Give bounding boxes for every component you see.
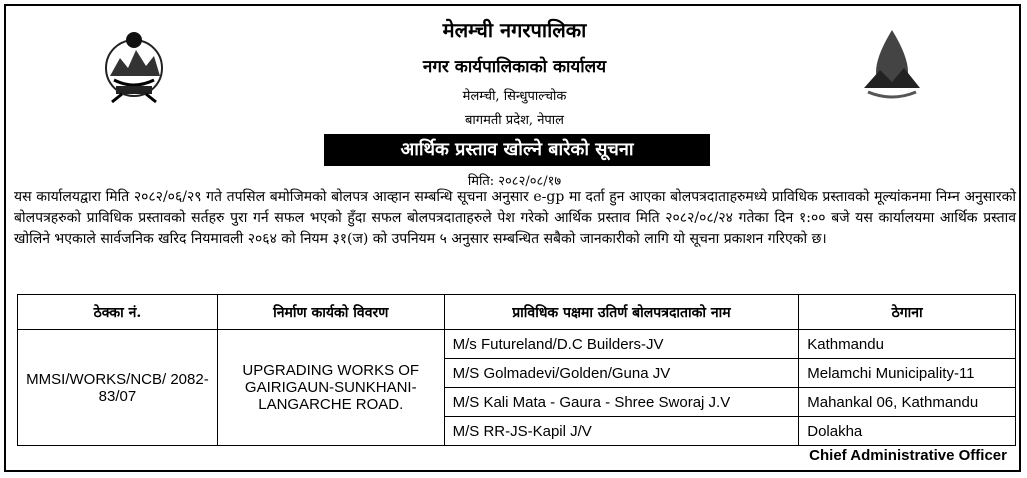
bidder-name: M/S Kali Mata - Gaura - Shree Sworaj J.V [444,388,799,417]
office-name: नगर कार्यपालिकाको कार्यालय [422,57,607,77]
notice-frame [4,4,1021,472]
bidder-name: M/S RR-JS-Kapil J/V [444,417,799,446]
bidder-table [17,294,1016,446]
signatory: Chief Administrative Officer [809,447,1007,464]
province-line: बागमती प्रदेश, नेपाल [465,113,564,128]
bidder-address: Dolakha [799,417,1016,446]
table-header-row [18,295,1016,330]
notice-title: आर्थिक प्रस्ताव खोल्ने बारेको सूचना [324,134,710,166]
location-line: मेलम्ची, सिन्धुपाल्चोक [462,89,567,104]
notice-body: यस कार्यालयद्वारा मिति २०८२/०६/२९ गते तपसिल बमोजिमको बोलपत्र आव्हान सम्बन्धि सूचना अनुसार e-gp मा दर्ता हुन आएका बोलपत्रदाताहरुमध्ये प्राविधिक प्रस्तावको मूल्यांकनमा निम्न अनुसारको बोलपत्रहरुको प्राविधिक प्रस्तावको सर्तहरु पुरा गर्न सफल भएको हुँदा सफल बोलपत्रदाताहरुले पेश गरेको आर्थिक प्रस्ताव मिति २०८२/०८/२४ गतेका दिन १:०० बजे यस कार्यालयमा आर्थिक प्रस्ताव खोलिने भएकाले सार्वजनिक खरिद नियमावली २०६४ को नियम ३१(ज) को उपनियम ५ अनुसार सम्बन्धित सबैको जानकारीको लागि यो सूचना प्रकाशन गरिएको छ। [14,189,1016,247]
municipality-name: मेलम्ची नगरपालिका [442,18,587,42]
bidder-address: Kathmandu [799,330,1016,359]
header-work-description: निर्माण कार्यको विवरण [217,295,444,330]
header-bidder-name: प्राविधिक पक्षमा उतिर्ण बोलपत्रदाताको नाम [444,295,799,330]
header-address: ठेगाना [799,295,1016,330]
bidder-address: Mahankal 06, Kathmandu [799,388,1016,417]
work-description: UPGRADING WORKS OF GAIRIGAUN-SUNKHANI-LANGARCHE ROAD. [217,330,444,446]
bidder-name: M/S Golmadevi/Golden/Guna JV [444,359,799,388]
header-contract-no: ठेक्का नं. [18,295,218,330]
notice-date: मिति: २०८२/०८/१७ [467,174,562,189]
bidder-address: Melamchi Municipality-11 [799,359,1016,388]
contract-number: MMSI/WORKS/NCB/ 2082-83/07 [18,330,218,446]
bidder-name: M/s Futureland/D.C Builders-JV [444,330,799,359]
table-row [18,330,1016,359]
